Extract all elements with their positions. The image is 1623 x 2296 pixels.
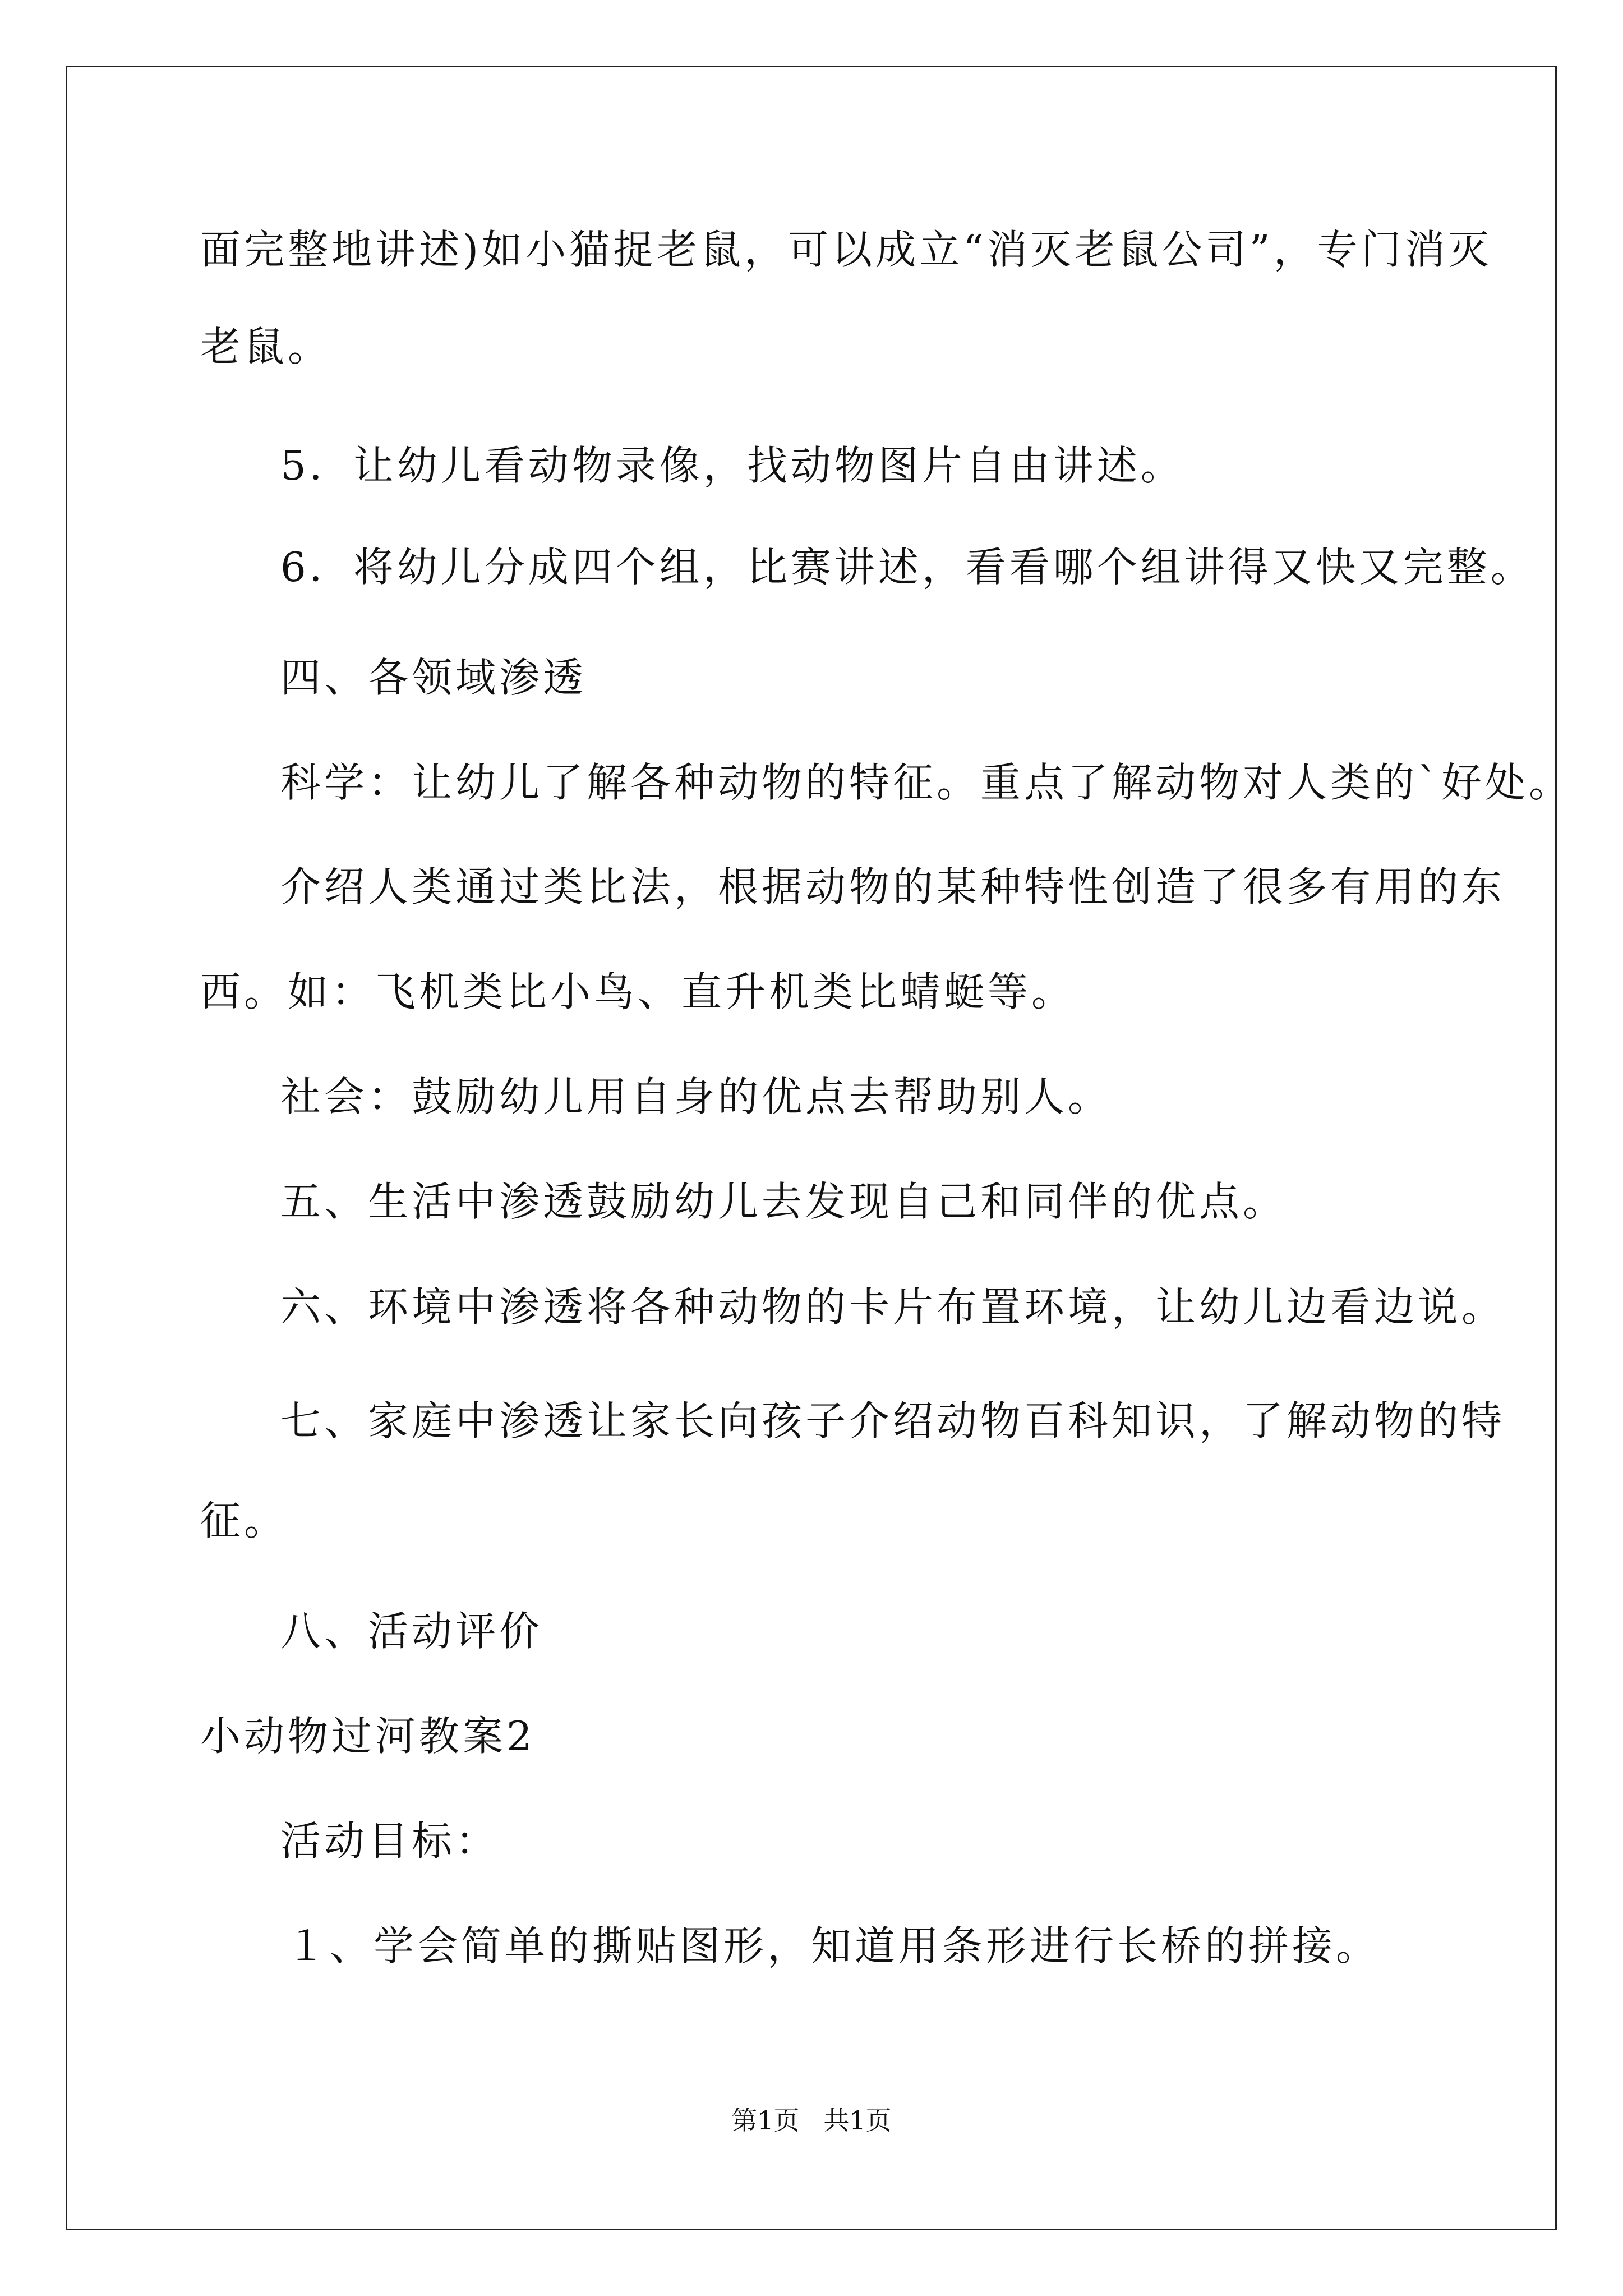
- page-footer: [0, 2104, 1623, 2137]
- section-heading-6: 六、环境中渗透将各种动物的卡片布置环境，让幼儿边看边说。: [280, 1283, 1506, 1331]
- body-line-2: 老鼠。: [200, 323, 332, 370]
- paragraph-analogy-line-1: 介绍人类通过类比法，根据动物的某种特性创造了很多有用的东: [280, 863, 1506, 910]
- section-heading-4: 四、各领域渗透: [280, 654, 587, 701]
- paragraph-science: 科学：让幼儿了解各种动物的特征。重点了解动物对人类的`好处。: [280, 759, 1573, 806]
- list-item-6: 6．将幼儿分成四个组，比赛讲述，看看哪个组讲得又快又完整。: [280, 544, 1534, 591]
- paragraph-analogy-line-2: 西。如：飞机类比小鸟、直升机类比蜻蜓等。: [200, 968, 1076, 1015]
- list-item-5: 5．让幼儿看动物录像，找动物图片自由讲述。: [280, 442, 1184, 489]
- activity-goals-heading: 活动目标：: [280, 1818, 500, 1865]
- goal-item-1: １、学会简单的撕贴图形，知道用条形进行长桥的拼接。: [286, 1922, 1380, 1970]
- section-heading-7-line-2: 征。: [200, 1497, 288, 1544]
- page-border: [66, 66, 1557, 2230]
- section-heading-8: 八、活动评价: [280, 1608, 543, 1655]
- section-heading-7-line-1: 七、家庭中渗透让家长向孩子介绍动物百科知识，了解动物的特: [280, 1397, 1506, 1444]
- page-number: 第1页: [731, 2105, 800, 2136]
- paragraph-society: 社会：鼓励幼儿用自身的优点去帮助别人。: [280, 1073, 1112, 1120]
- body-line-1: 面完整地讲述)如小猫捉老鼠，可以成立“消灭老鼠公司”，专门消灭: [200, 226, 1492, 273]
- section-heading-5: 五、生活中渗透鼓励幼儿去发现自己和同伴的优点。: [280, 1178, 1287, 1225]
- lesson-title: 小动物过河教案2: [200, 1713, 536, 1760]
- page-total: 共1页: [823, 2105, 892, 2136]
